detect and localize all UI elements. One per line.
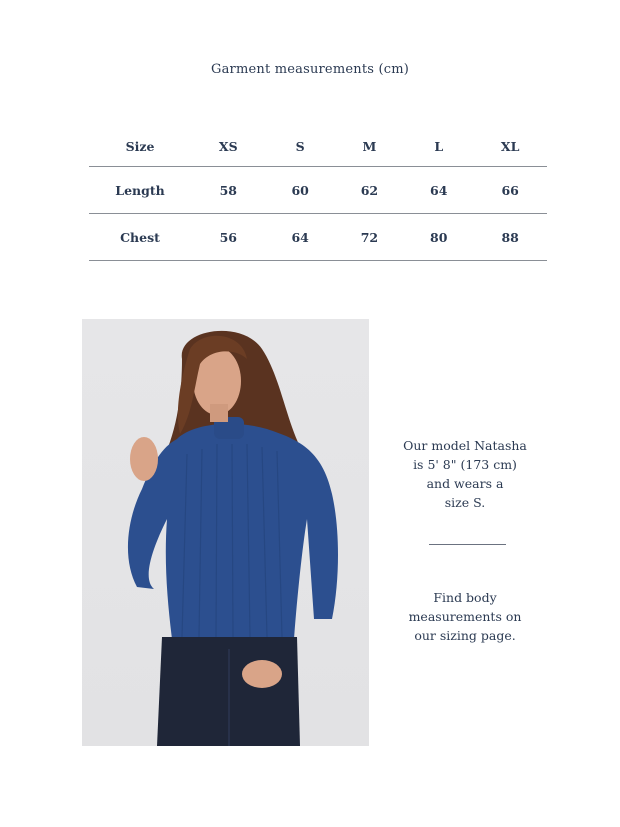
- header-xl: XL: [473, 126, 547, 167]
- length-xl: 66: [473, 167, 547, 214]
- header-s: S: [266, 126, 335, 167]
- model-photo: [82, 319, 369, 746]
- model-caption-line2: is 5' 8" (173 cm): [413, 457, 517, 472]
- length-m: 62: [335, 167, 404, 214]
- model-caption: [385, 436, 545, 512]
- row-label-length: Length: [89, 167, 191, 214]
- chest-l: 80: [404, 214, 473, 261]
- header-l: L: [404, 126, 473, 167]
- table-row-length: [89, 167, 547, 214]
- table-row-chest: [89, 214, 547, 261]
- length-l: 64: [404, 167, 473, 214]
- length-xs: 58: [191, 167, 266, 214]
- caption-divider: [429, 544, 506, 545]
- model-caption-line4: size S.: [444, 495, 486, 510]
- header-size: Size: [89, 126, 191, 167]
- page-title: Garment measurements (cm): [211, 62, 409, 77]
- chest-xl: 88: [473, 214, 547, 261]
- table-header-row: [89, 126, 547, 167]
- sizing-caption-line2: measurements on: [408, 609, 522, 624]
- sizing-caption-line3: our sizing page.: [414, 628, 516, 643]
- model-caption-line3: and wears a: [426, 476, 504, 491]
- sizing-caption[interactable]: [385, 588, 545, 645]
- header-m: M: [335, 126, 404, 167]
- model-illustration: [82, 319, 369, 746]
- chest-xs: 56: [191, 214, 266, 261]
- row-label-chest: Chest: [89, 214, 191, 261]
- length-s: 60: [266, 167, 335, 214]
- garment-measurements-table: [89, 126, 547, 261]
- model-caption-line1: Our model Natasha: [403, 438, 527, 453]
- chest-s: 64: [266, 214, 335, 261]
- header-xs: XS: [191, 126, 266, 167]
- sizing-caption-line1: Find body: [433, 590, 497, 605]
- chest-m: 72: [335, 214, 404, 261]
